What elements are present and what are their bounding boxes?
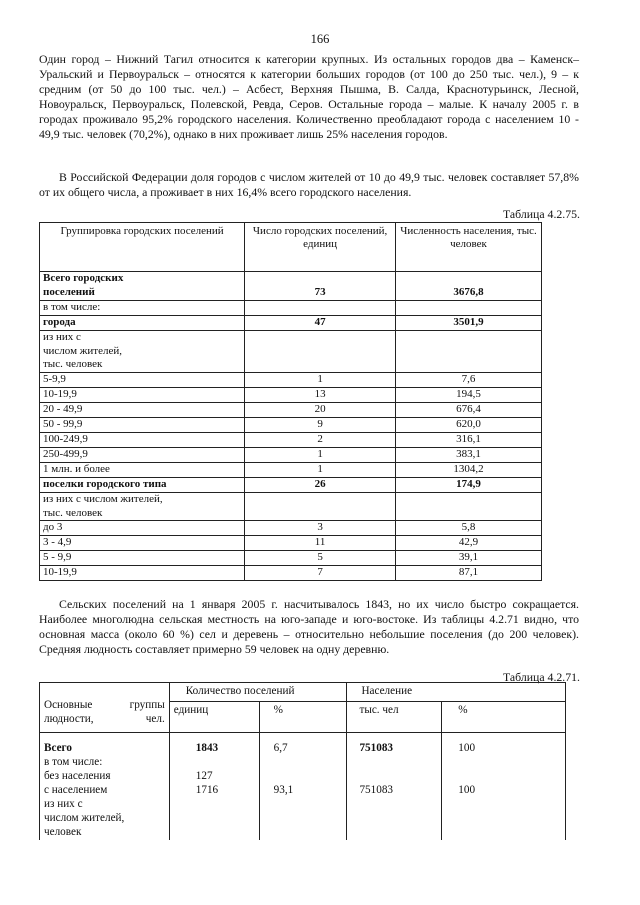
table-row bbox=[40, 477, 542, 492]
population-value bbox=[396, 358, 542, 372]
cell-line: 1843 bbox=[195, 742, 219, 754]
percent2-column bbox=[442, 733, 566, 841]
row-label: Всего городских bbox=[40, 272, 245, 286]
table-row bbox=[40, 462, 542, 477]
settlement-count: 1 bbox=[245, 462, 396, 477]
settlement-count bbox=[245, 507, 396, 521]
paragraph-russia: В Российской Федерации доля городов с числом жителей от 10 до 49,9 тыс. человек составляет 57,8% от их общего числа, а проживает в них 16,4% всего городского населения. bbox=[39, 170, 579, 199]
settlement-count bbox=[245, 272, 396, 286]
cell-line: 93,1 bbox=[273, 784, 294, 796]
column-header: Численность населения, тыс. человек bbox=[396, 223, 542, 272]
cell-line: 1716 bbox=[195, 784, 219, 796]
settlement-count: 7 bbox=[245, 566, 396, 581]
cell-line bbox=[359, 755, 437, 769]
cell-line bbox=[458, 755, 561, 769]
population-value: 676,4 bbox=[396, 403, 542, 418]
cell-line: Всего bbox=[44, 742, 72, 754]
table-row bbox=[40, 432, 542, 447]
table-row bbox=[40, 536, 542, 551]
row-label: 10-19,9 bbox=[40, 388, 245, 403]
column-header: Группировка городских поселений bbox=[40, 223, 245, 272]
rural-settlements-table bbox=[39, 682, 566, 840]
cell-line: из них с bbox=[44, 798, 83, 810]
table-row bbox=[40, 330, 542, 344]
cell-line bbox=[458, 825, 561, 839]
table-row bbox=[40, 521, 542, 536]
cell-line: 6,7 bbox=[273, 742, 288, 754]
settlement-count: 1 bbox=[245, 373, 396, 388]
table-caption: Таблица 4.2.71. bbox=[503, 670, 580, 684]
population-value: 3676,8 bbox=[396, 286, 542, 300]
cell-line bbox=[274, 797, 343, 811]
population-value: 87,1 bbox=[396, 566, 542, 581]
population-value: 5,8 bbox=[396, 521, 542, 536]
paragraph-rural: Сельских поселений на 1 января 2005 г. насчитывалось 1843, но их число быстро сокращается. Наиболее многолюдна сельская местность на юго-западе и юго-востоке. Из таблицы 4.2.71 видно, что основная масса (около 60 %) сел и деревень – относительно небольшие поселения (до 200 человек). Средняя людность составляет примерно 59 человек на одну деревню. bbox=[39, 597, 579, 656]
row-label: 5-9,9 bbox=[40, 373, 245, 388]
table-row bbox=[40, 345, 542, 359]
cell-line bbox=[274, 769, 343, 783]
table-row bbox=[40, 315, 542, 330]
settlement-count bbox=[245, 330, 396, 344]
table-row bbox=[40, 373, 542, 388]
table-row bbox=[40, 286, 542, 300]
row-label: 250-499,9 bbox=[40, 447, 245, 462]
cell-line bbox=[274, 811, 343, 825]
settlement-count: 2 bbox=[245, 432, 396, 447]
paragraph-cities: Один город – Нижний Тагил относится к категории крупных. Из остальных городов два – Каменск–Уральский и Первоуральск – относятся к категории больших городов (от 100 до 250 тыс. чел.), 9 – к средним (от 50 до 100 тыс. чел.) – Асбест, Верхняя Пышма, В. Салда, Краснотурьинск, Лесной, Новоуральск, Первоуральск, Полевской, Ревда, Серов. Остальные города – малые. К началу 2005 г. в городах проживало 95,2% городского населения. Количественно преобладают города с населением 10 - 49,9 тыс. человек (70,2%), однако в них проживает лишь 25% населения городов. bbox=[39, 52, 579, 141]
row-label: до 3 bbox=[40, 521, 245, 536]
population-value: 39,1 bbox=[396, 551, 542, 566]
row-label: поселки городского типа bbox=[40, 477, 245, 492]
percent-column bbox=[259, 733, 347, 841]
population-value: 1304,2 bbox=[396, 462, 542, 477]
population-value bbox=[396, 345, 542, 359]
settlement-count: 9 bbox=[245, 418, 396, 433]
population-value bbox=[396, 330, 542, 344]
settlement-count: 11 bbox=[245, 536, 396, 551]
group-column bbox=[40, 733, 170, 841]
cell-line bbox=[458, 797, 561, 811]
settlement-count: 47 bbox=[245, 315, 396, 330]
settlement-count: 1 bbox=[245, 447, 396, 462]
units-column bbox=[169, 733, 259, 841]
population-value: 316,1 bbox=[396, 432, 542, 447]
settlement-count: 73 bbox=[245, 286, 396, 300]
row-label: 100-249,9 bbox=[40, 432, 245, 447]
population-value: 620,0 bbox=[396, 418, 542, 433]
row-label: из них с bbox=[40, 330, 245, 344]
population-value: 42,9 bbox=[396, 536, 542, 551]
cell-line bbox=[274, 755, 343, 769]
population-value: 7,6 bbox=[396, 373, 542, 388]
row-label: тыс. человек bbox=[40, 358, 245, 372]
cell-line: числом жителей, bbox=[44, 812, 125, 824]
cell-line bbox=[196, 797, 255, 811]
table-row bbox=[40, 566, 542, 581]
population-value: 3501,9 bbox=[396, 315, 542, 330]
settlement-count: 5 bbox=[245, 551, 396, 566]
settlement-count: 3 bbox=[245, 521, 396, 536]
table-row bbox=[40, 300, 542, 315]
table-row bbox=[40, 507, 542, 521]
population-value bbox=[396, 300, 542, 315]
population-header: Население bbox=[347, 683, 566, 702]
cell-line bbox=[196, 755, 255, 769]
column-header: Число городских поселений, единиц bbox=[245, 223, 396, 272]
row-label: 5 - 9,9 bbox=[40, 551, 245, 566]
row-label: 50 - 99,9 bbox=[40, 418, 245, 433]
cell-line: человек bbox=[44, 826, 82, 838]
row-label: поселений bbox=[40, 286, 245, 300]
population-value bbox=[396, 492, 542, 506]
table-row bbox=[40, 388, 542, 403]
group-header: Основные группы людности, чел. bbox=[40, 683, 170, 733]
settlement-count: 13 bbox=[245, 388, 396, 403]
settlement-count: 20 bbox=[245, 403, 396, 418]
urban-settlements-table bbox=[39, 222, 542, 581]
population-value: 194,5 bbox=[396, 388, 542, 403]
cell-line bbox=[359, 811, 437, 825]
table-row bbox=[40, 272, 542, 286]
population-value: 383,1 bbox=[396, 447, 542, 462]
table-row bbox=[40, 358, 542, 372]
cell-line: 127 bbox=[195, 770, 213, 782]
population-value bbox=[396, 272, 542, 286]
settlement-count bbox=[245, 300, 396, 315]
row-label: в том числе: bbox=[40, 300, 245, 315]
cell-line bbox=[196, 811, 255, 825]
settlement-count bbox=[245, 345, 396, 359]
population-value bbox=[396, 507, 542, 521]
row-label: числом жителей, bbox=[40, 345, 245, 359]
population-column bbox=[347, 733, 442, 841]
row-label: 1 млн. и более bbox=[40, 462, 245, 477]
cell-line: с населением bbox=[44, 784, 108, 796]
row-label: 10-19,9 bbox=[40, 566, 245, 581]
table-row bbox=[40, 551, 542, 566]
cell-line bbox=[196, 825, 255, 839]
cell-line bbox=[359, 797, 437, 811]
cell-line bbox=[458, 811, 561, 825]
cell-line bbox=[274, 825, 343, 839]
table-row bbox=[40, 492, 542, 506]
cell-line bbox=[458, 769, 561, 783]
row-label: 20 - 49,9 bbox=[40, 403, 245, 418]
cell-line bbox=[359, 825, 437, 839]
table-caption: Таблица 4.2.75. bbox=[503, 207, 580, 221]
cell-line: 100 bbox=[458, 784, 476, 796]
percent2-subheader: % bbox=[442, 702, 566, 733]
percent-subheader: % bbox=[259, 702, 347, 733]
cell-line: в том числе: bbox=[44, 756, 103, 768]
settlements-header: Количество поселений bbox=[169, 683, 347, 702]
settlement-count bbox=[245, 492, 396, 506]
cell-line: 751083 bbox=[359, 742, 393, 754]
table-row bbox=[40, 447, 542, 462]
thousand-subheader: тыс. чел bbox=[347, 702, 442, 733]
cell-line: без населения bbox=[44, 770, 111, 782]
settlement-count: 26 bbox=[245, 477, 396, 492]
settlement-count bbox=[245, 358, 396, 372]
cell-line: 751083 bbox=[359, 784, 393, 796]
row-label: из них с числом жителей, bbox=[40, 492, 245, 506]
population-value: 174,9 bbox=[396, 477, 542, 492]
cell-line bbox=[359, 769, 437, 783]
page-number: 166 bbox=[310, 32, 330, 46]
table-row bbox=[40, 418, 542, 433]
units-subheader: единиц bbox=[169, 702, 259, 733]
row-label: 3 - 4,9 bbox=[40, 536, 245, 551]
row-label: тыс. человек bbox=[40, 507, 245, 521]
table-row bbox=[40, 403, 542, 418]
cell-line: 100 bbox=[458, 742, 476, 754]
row-label: города bbox=[40, 315, 245, 330]
